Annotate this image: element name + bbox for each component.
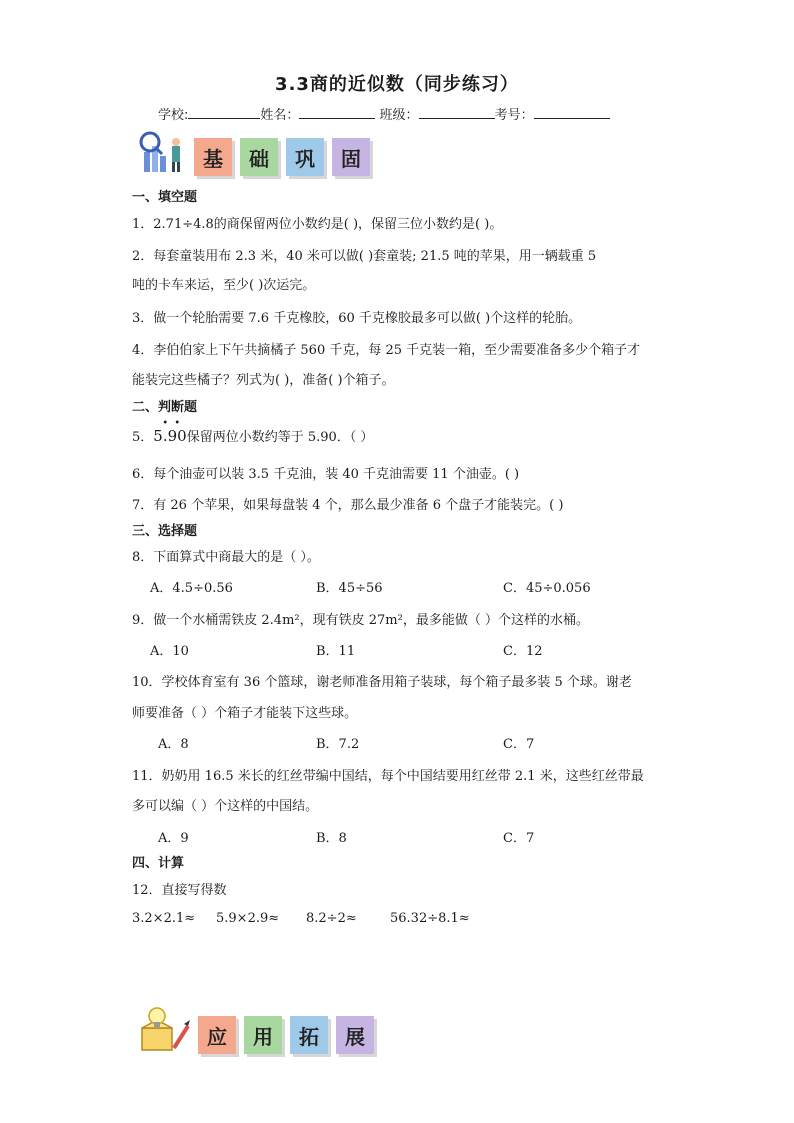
calc-item-2: 5.9×2.9≈ bbox=[216, 911, 280, 926]
lightbulb-box-icon bbox=[134, 1004, 192, 1054]
question-8: 8．下面算式中商最大的是（ ）。 bbox=[132, 550, 320, 565]
question-10-line-2: 师要准备（ ）个箱子才能装下这些球。 bbox=[132, 706, 358, 721]
question-4-line-1: 4．李伯伯家上下午共摘橘子 560 千克，每 25 千克装一箱，至少需要准备多少个箱子才 bbox=[132, 343, 641, 358]
section-multiple-choice: 三、选择题 bbox=[132, 524, 198, 539]
school-blank[interactable] bbox=[188, 106, 260, 119]
repeat-dot: • bbox=[162, 418, 169, 429]
repeating-decimal bbox=[153, 418, 187, 445]
q10-option-b: B．7.2 bbox=[316, 737, 360, 752]
section-calculation: 四、计算 bbox=[132, 856, 185, 871]
question-9: 9．做一个水桶需铁皮 2.4m²，现有铁皮 27m²，最多能做（ ）个这样的水桶。 bbox=[132, 613, 589, 628]
banner-tile-1: 基 bbox=[194, 138, 232, 176]
q11-option-a: A．9 bbox=[158, 831, 189, 846]
banner-tile-1: 应 bbox=[198, 1016, 236, 1054]
section-fill-blank: 一、填空题 bbox=[132, 190, 198, 205]
q11-option-c: C．7 bbox=[503, 831, 535, 846]
q8-option-a: A．4.5÷0.56 bbox=[150, 581, 233, 596]
name-blank[interactable] bbox=[299, 106, 375, 119]
question-11-line-2: 多可以编（ ）个这样的中国结。 bbox=[132, 799, 319, 814]
school-label: 学校: bbox=[158, 108, 189, 123]
class-label: 班级： bbox=[379, 108, 419, 123]
question-3: 3．做一个轮胎需要 7.6 千克橡胶，60 千克橡胶最多可以做( )个这样的轮胎。 bbox=[132, 311, 582, 326]
class-blank[interactable] bbox=[419, 106, 495, 119]
q11-option-b: B．8 bbox=[316, 831, 347, 846]
magnifier-chart-icon bbox=[132, 130, 188, 176]
banner-tile-2: 用 bbox=[244, 1016, 282, 1054]
q9-option-a: A．10 bbox=[150, 644, 189, 659]
calc-item-4: 56.32÷8.1≈ bbox=[390, 911, 470, 926]
banner-tile-4: 展 bbox=[336, 1016, 374, 1054]
question-5 bbox=[132, 418, 374, 445]
question-5-text: 保留两位小数约等于 5.90．（ ） bbox=[186, 430, 374, 445]
question-11-line-1: 11．奶奶用 16.5 米长的红丝带编中国结，每个中国结要用红丝带 2.1 米，这些红丝带最 bbox=[132, 769, 644, 784]
question-2-line-2: 吨的卡车来运，至少( )次运完。 bbox=[132, 278, 316, 293]
calc-item-1: 3.2×2.1≈ bbox=[132, 911, 196, 926]
question-10-line-1: 10．学校体育室有 36 个篮球，谢老师准备用箱子装球，每个箱子最多装 5 个球。谢老 bbox=[132, 675, 632, 690]
q8-option-b: B．45÷56 bbox=[316, 581, 383, 596]
question-6: 6．每个油壶可以装 3.5 千克油，装 40 千克油需要 11 个油壶。( ) bbox=[132, 467, 520, 482]
name-label: 姓名： bbox=[260, 108, 300, 123]
repeating-decimal-value: 5.90 bbox=[153, 427, 187, 445]
question-1: 1．2.71÷4.8的商保留两位小数约是( )，保留三位小数约是( )。 bbox=[132, 217, 503, 232]
question-5-number: 5． bbox=[132, 430, 154, 445]
question-2-line-1: 2．每套童装用布 2.3 米，40 米可以做( )套童装; 21.5 吨的苹果，用一辆载重 5 bbox=[132, 249, 597, 264]
repeat-dot: • bbox=[174, 418, 181, 429]
banner-tile-2: 础 bbox=[240, 138, 278, 176]
q9-option-b: B．11 bbox=[316, 644, 356, 659]
page-title: 3.3商的近似数（同步练习） bbox=[275, 74, 519, 95]
question-7: 7．有 26 个苹果，如果每盘装 4 个，那么最少准备 6 个盘子才能装完。( ) bbox=[132, 498, 564, 513]
banner-tile-4: 固 bbox=[332, 138, 370, 176]
exam-no-blank[interactable] bbox=[534, 106, 610, 119]
student-info-line bbox=[158, 104, 610, 123]
banner-application bbox=[134, 1004, 382, 1054]
banner-basic bbox=[132, 130, 378, 176]
section-true-false: 二、判断题 bbox=[132, 400, 198, 415]
banner-tile-3: 巩 bbox=[286, 138, 324, 176]
banner-tile-3: 拓 bbox=[290, 1016, 328, 1054]
q8-option-c: C．45÷0.056 bbox=[503, 581, 591, 596]
q10-option-a: A．8 bbox=[158, 737, 189, 752]
question-12: 12．直接写得数 bbox=[132, 883, 227, 898]
q9-option-c: C．12 bbox=[503, 644, 543, 659]
exam-no-label: 考号： bbox=[494, 108, 534, 123]
q10-option-c: C．7 bbox=[503, 737, 535, 752]
question-4-line-2: 能装完这些橘子？列式为( )，准备( )个箱子。 bbox=[132, 373, 395, 388]
calc-item-3: 8.2÷2≈ bbox=[306, 911, 357, 926]
